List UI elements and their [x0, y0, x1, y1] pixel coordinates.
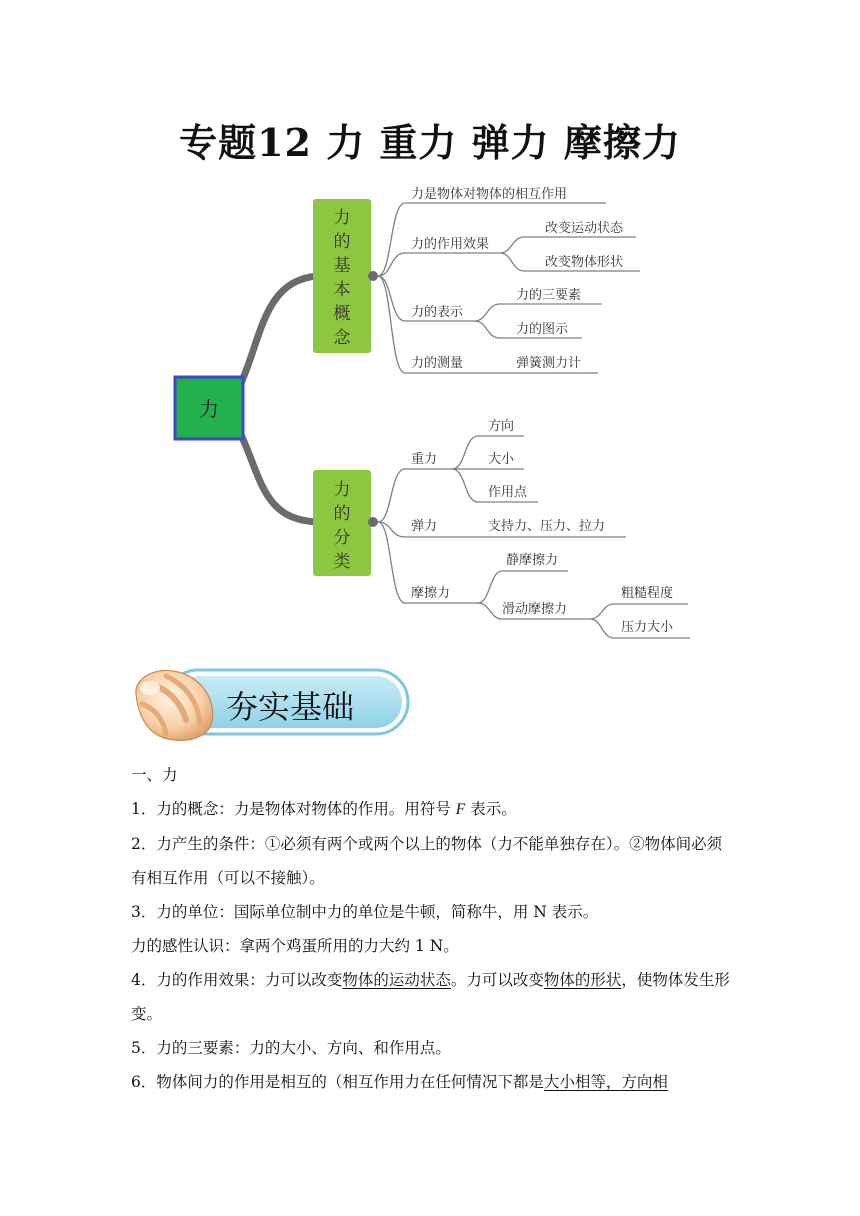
svg-text:力: 力 [333, 480, 351, 500]
svg-text:的: 的 [333, 232, 351, 252]
mm-class-6: 支持力、压力、拉力 [488, 519, 606, 534]
svg-text:类: 类 [333, 552, 351, 572]
paragraph-1: 1．力的概念：力是物体对物体的作用。用符号 F 表示。 [131, 800, 517, 818]
paragraph-5: 5．力的三要素：力的大小、方向、和作用点。 [131, 1039, 451, 1057]
mm-class-3: 大小 [488, 452, 515, 467]
section-heading: 一、力 [131, 766, 178, 784]
mm-item-7: 力的图示 [516, 322, 569, 337]
mm-item-6: 力的三要素 [516, 288, 582, 303]
mm-class-5: 弹力 [411, 519, 438, 534]
mm-item-1: 力是物体对物体的相互作用 [411, 187, 568, 202]
mm-class-2: 方向 [488, 419, 515, 434]
svg-text:基: 基 [333, 256, 351, 276]
mm-class-10: 粗糙程度 [621, 586, 674, 601]
paragraph-4: 4．力的作用效果：力可以改变物体的运动状态。力可以改变物体的形状，使物体发生形变。 [131, 971, 730, 1023]
mm-class-9: 滑动摩擦力 [502, 602, 568, 617]
content-body [131, 758, 731, 1099]
svg-text:念: 念 [333, 328, 351, 348]
mm-class-7: 摩擦力 [411, 586, 451, 601]
svg-text:力: 力 [333, 208, 351, 228]
paragraph-3: 3．力的单位：国际单位制中力的单位是牛顿，简称牛，用 N 表示。 [131, 903, 599, 921]
mm-item-9: 弹簧测力计 [516, 356, 582, 371]
paragraph-3b: 力的感性认识：拿两个鸡蛋所用的力大约 1 N。 [131, 937, 459, 955]
mm-class-11: 压力大小 [621, 620, 674, 635]
svg-text:概: 概 [333, 304, 351, 324]
svg-text:分: 分 [333, 528, 351, 548]
mm-item-4: 改变物体形状 [545, 255, 624, 270]
mm-item-3: 改变运动状态 [545, 221, 624, 236]
svg-text:本: 本 [333, 280, 351, 300]
mm-class-4: 作用点 [488, 485, 528, 500]
paragraph-2: 2．力产生的条件：①必须有两个或两个以上的物体（力不能单独存在）。②物体间必须有相互作用（可以不接触）。 [131, 835, 723, 887]
page-title: 专题12 力 重力 弹力 摩擦力 [179, 120, 681, 165]
paragraph-6: 6．物体间力的作用是相互的（相互作用力在任何情况下都是大小相等，方向相 [131, 1073, 668, 1091]
mm-item-2: 力的作用效果 [411, 237, 490, 252]
mm-class-1: 重力 [411, 452, 438, 467]
svg-text:的: 的 [333, 504, 351, 524]
section-title: 夯实基础 [226, 688, 355, 726]
mm-item-5: 力的表示 [411, 305, 464, 320]
root-label: 力 [199, 397, 219, 421]
mm-class-8: 静摩擦力 [506, 553, 559, 568]
mm-item-8: 力的测量 [411, 356, 464, 371]
